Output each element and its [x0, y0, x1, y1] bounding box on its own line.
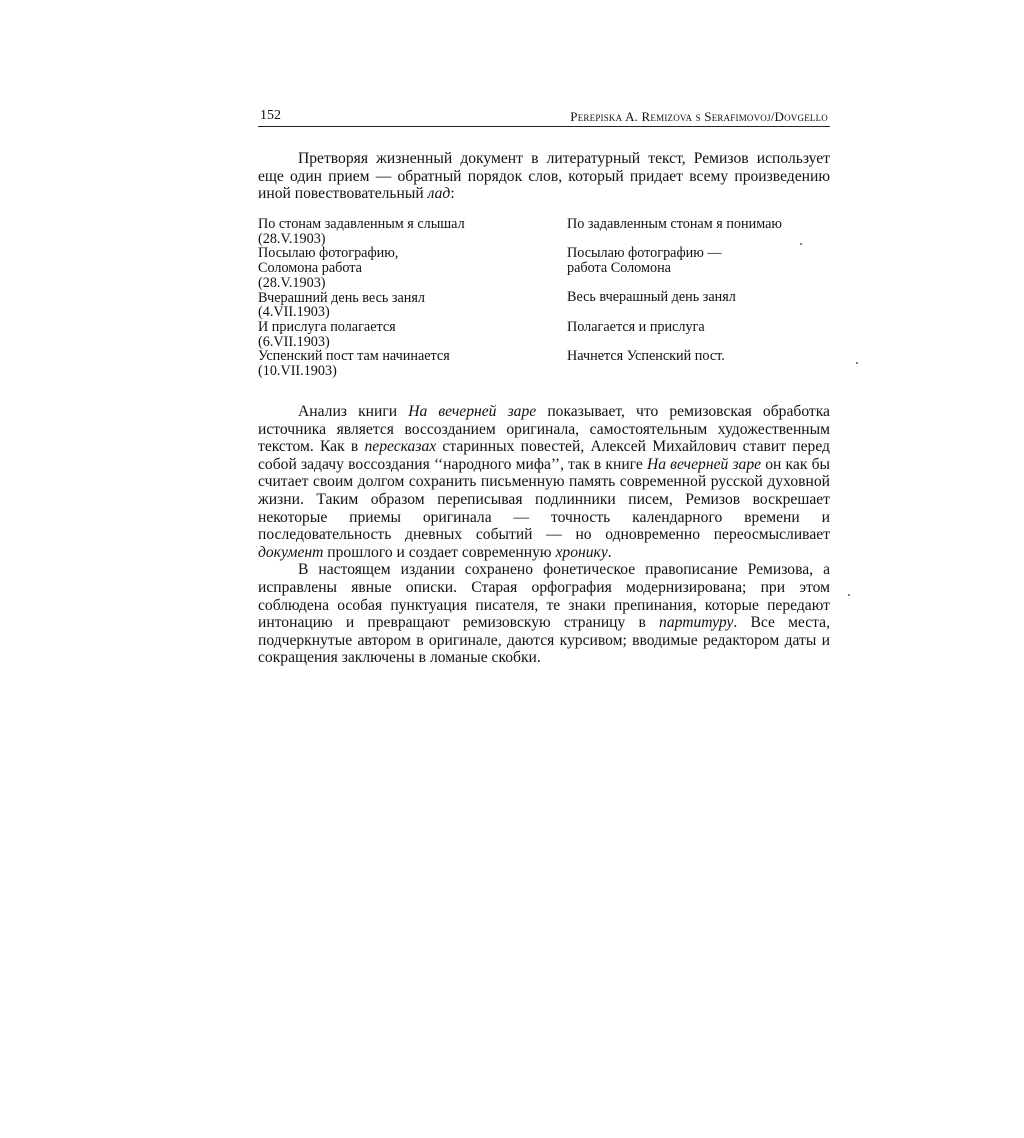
- reworked-line: Посылаю фотографию —: [567, 245, 722, 262]
- scan-speck: [848, 594, 850, 596]
- quote-entry: [258, 217, 548, 246]
- reworked-text-column: [567, 217, 837, 364]
- book-title: На вечерней заре: [646, 455, 762, 473]
- quote-date: (6.VII.1903): [258, 333, 330, 350]
- scan-speck: [800, 243, 802, 245]
- intro-text: Претворяя жизненный документ в литературный текст, Ремизов использует еще один прием — обратный порядок слов, который придает всему произведению иной повествовательный: [258, 150, 830, 203]
- edition-notes-paragraph: [258, 561, 830, 667]
- quote-line: Посылаю фотографию,: [258, 245, 399, 262]
- quote-entry: [258, 320, 548, 349]
- quote-line: И прислуга полагается: [258, 318, 396, 335]
- analysis-paragraph: [258, 403, 830, 561]
- reworked-line: Весь вчерашный день занял: [567, 289, 736, 306]
- running-title: Perepiska A. Remizova s Serafimovoj/Dovgello: [570, 109, 828, 124]
- text-run: .: [607, 543, 612, 561]
- quote-line: Вчерашний день весь занял: [258, 289, 425, 306]
- italic-term: партитуру: [659, 614, 734, 632]
- text-run: Анализ книги: [298, 403, 409, 420]
- quote-line: Соломона работа: [258, 260, 362, 277]
- italic-term: документ: [258, 543, 324, 561]
- intro-tail: :: [450, 185, 455, 203]
- quote-date: (28.V.1903): [258, 230, 326, 247]
- italic-term: пересказах: [364, 438, 437, 456]
- scan-speck: [856, 362, 858, 364]
- text-run: показывает, что ремизовская обработка источника является воссозданием оригинала, самостоятельным художественным текстом. Как в: [258, 403, 830, 456]
- original-text-column: [258, 217, 548, 379]
- intro-italic-word: лад: [427, 185, 451, 203]
- intro-paragraph: [258, 150, 830, 203]
- quote-line: Успенский пост там начинается: [258, 348, 450, 365]
- quote-line: По стонам задавленным я слышал: [258, 216, 465, 232]
- reworked-line: Начнется Успенский пост.: [567, 348, 725, 365]
- quote-entry: [258, 246, 548, 290]
- quote-date: (28.V.1903): [258, 274, 326, 291]
- running-head: [258, 106, 830, 127]
- italic-term: хронику: [555, 543, 608, 561]
- analysis-section: [258, 403, 830, 667]
- text-run: В настоящем издании сохранено фонетическое правописание Ремизова, а исправлены явные описки. Старая орфография модернизирована; при этом соблюдена особая пунктуация писателя, те знаки препинания, которые передают интонацию и превращают ремизовскую страницу в: [258, 561, 830, 632]
- reworked-line: работа Соломона: [567, 260, 671, 277]
- reworked-line: По задавленным стонам я понимаю: [567, 216, 782, 232]
- text-run: старинных повестей, Алексей Михайлович ставит перед собой задачу воссоздания ‘‘народного мифа’’, так в книге: [258, 438, 830, 473]
- text-run: он как бы считает своим долгом сохранить письменную память современной русской духовной жизни. Таким образом переписывая подлинники писем, Ремизов воскрешает некоторые приемы оригинала — точность календарного времени и последовательность дневных событий — но одновременно переосмысливает: [258, 455, 830, 544]
- page-number: 152: [260, 108, 281, 123]
- text-run: прошлого и создает современную: [323, 543, 556, 561]
- quote-entry: [258, 291, 548, 320]
- quote-date: (4.VII.1903): [258, 304, 330, 321]
- quote-entry: [258, 349, 548, 378]
- text-run: . Все места, подчеркнутые автором в оригинале, даются курсивом; вводимые редактором даты и сокращения заключены в ломаные скобки.: [258, 614, 830, 667]
- quote-date: (10.VII.1903): [258, 363, 337, 380]
- book-title: На вечерней заре: [408, 403, 537, 420]
- reworked-line: Полагается и прислуга: [567, 318, 705, 335]
